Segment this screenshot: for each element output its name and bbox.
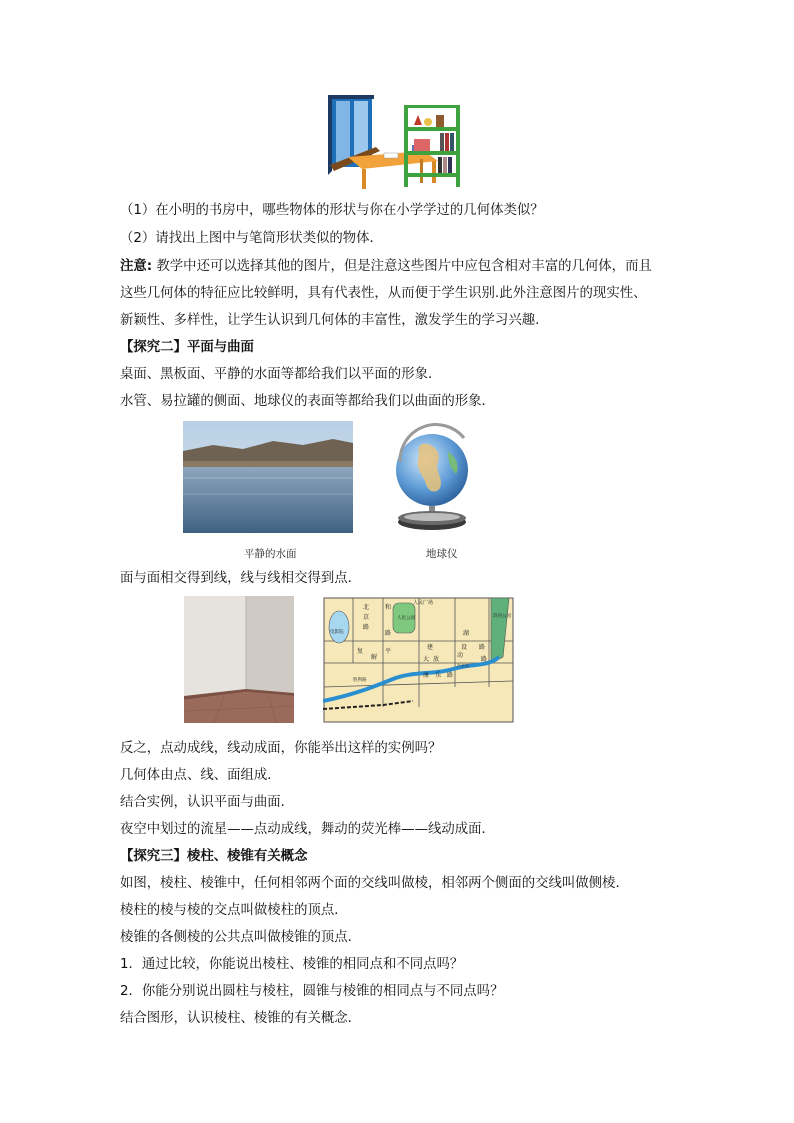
- map-label-riverside-park: 滨河公园: [493, 614, 511, 619]
- map-label-lu-4: 路: [481, 656, 488, 663]
- map-label-kang: 康: [423, 672, 430, 679]
- map-label-square: 人民广场: [413, 600, 434, 606]
- map-label-jie: 解: [371, 654, 378, 661]
- after-line-3: 结合实例，认识平面与曲面．: [120, 795, 295, 810]
- map-label-shengli-road: 胜利路: [353, 678, 367, 683]
- section3-title: 【探究三】棱柱、棱锥有关概念: [120, 849, 308, 864]
- study-room-figure: [328, 95, 462, 191]
- section2-line-after: 面与面相交得到线，线与线相交得到点．: [120, 571, 362, 586]
- note-line-1: [120, 258, 652, 276]
- map-label-lu-3: 路: [479, 644, 486, 651]
- map-label-hu: 湖: [463, 630, 470, 637]
- section3-line-5: 2．你能分别说出圆柱与棱柱，圆锥与棱锥的相同点与不同点吗？: [120, 984, 504, 999]
- section3-line-1: 如图，棱柱、棱锥中，任何相邻两个面的交线叫做棱，相邻两个侧面的交线叫做侧棱．: [120, 876, 629, 891]
- map-label-da: 大: [423, 656, 430, 663]
- map-label-she: 设: [461, 644, 468, 651]
- map-label-fu: 复: [357, 648, 364, 655]
- section3-line-2: 棱柱的棱与棱的交点叫做棱柱的顶点．: [120, 903, 348, 918]
- question-2: （2）请找出上图中与笔筒形状类似的物体．: [120, 231, 383, 246]
- section3-line-3: 棱锥的各侧棱的公共点叫做棱锥的顶点．: [120, 930, 362, 945]
- caption-globe: 地球仪: [426, 548, 458, 560]
- map-label-le: 乐: [435, 672, 442, 679]
- map-label-peoples-park: 人民公园: [397, 616, 415, 621]
- after-line-2: 几何体由点、线、面组成．: [120, 768, 281, 783]
- map-label-dong: 动: [457, 652, 464, 659]
- section3-line-4: 1．通过比较，你能说出棱柱、棱锥的相同点和不同点吗？: [120, 957, 464, 972]
- map-label-bei: 北: [363, 604, 370, 611]
- section2-title: 【探究二】平面与曲面: [120, 340, 254, 355]
- map-label-bus-station: 汽车站: [457, 663, 469, 668]
- caption-calm-water: 平静的水面: [244, 548, 297, 560]
- map-label-jing: 京: [363, 614, 370, 621]
- map-label-jian: 建: [427, 644, 434, 651]
- note-line-3: 新颖性、多样性，让学生认识到几何体的丰富性，激发学生的学习兴趣.: [120, 313, 540, 328]
- map-label-cinema: 电影院: [330, 630, 344, 635]
- after-line-1: 反之，点动成线，线动成面，你能举出这样的实例吗？: [120, 741, 442, 756]
- calm-water-photo: [183, 421, 353, 533]
- map-label-lu-2: 路: [385, 630, 392, 637]
- question-1: （1）在小明的书房中，哪些物体的形状与你在小学学过的几何体类似？: [120, 203, 544, 218]
- room-corner-photo: [184, 596, 294, 723]
- map-label-lu-5: 路: [447, 672, 454, 679]
- section2-line-1: 桌面、黑板面、平静的水面等都给我们以平面的形象．: [120, 367, 442, 382]
- map-label-ping: 平: [385, 648, 392, 655]
- map-label-fang: 放: [433, 656, 440, 663]
- after-line-4: 夜空中划过的流星——点动成线，舞动的荧光棒——线动成面．: [120, 822, 495, 837]
- map-label-he: 和: [385, 604, 392, 611]
- section2-line-2: 水管、易拉罐的侧面、地球仪的表面等都给我们以曲面的形象．: [120, 394, 495, 409]
- note-text: 教学中还可以选择其他的图片，但是注意这些图片中应包含相对丰富的几何体，而且: [152, 259, 652, 274]
- note-line-2: 这些几何体的特征应比较鲜明，具有代表性，从而便于学生识别.此外注意图片的现实性、: [120, 286, 647, 301]
- section3-line-6: 结合图形，认识棱柱、棱锥的有关概念．: [120, 1011, 362, 1026]
- map-label-lu-1: 路: [363, 624, 370, 631]
- globe-photo: [392, 422, 476, 534]
- city-map: [323, 597, 514, 723]
- note-label: 注意:: [120, 259, 153, 274]
